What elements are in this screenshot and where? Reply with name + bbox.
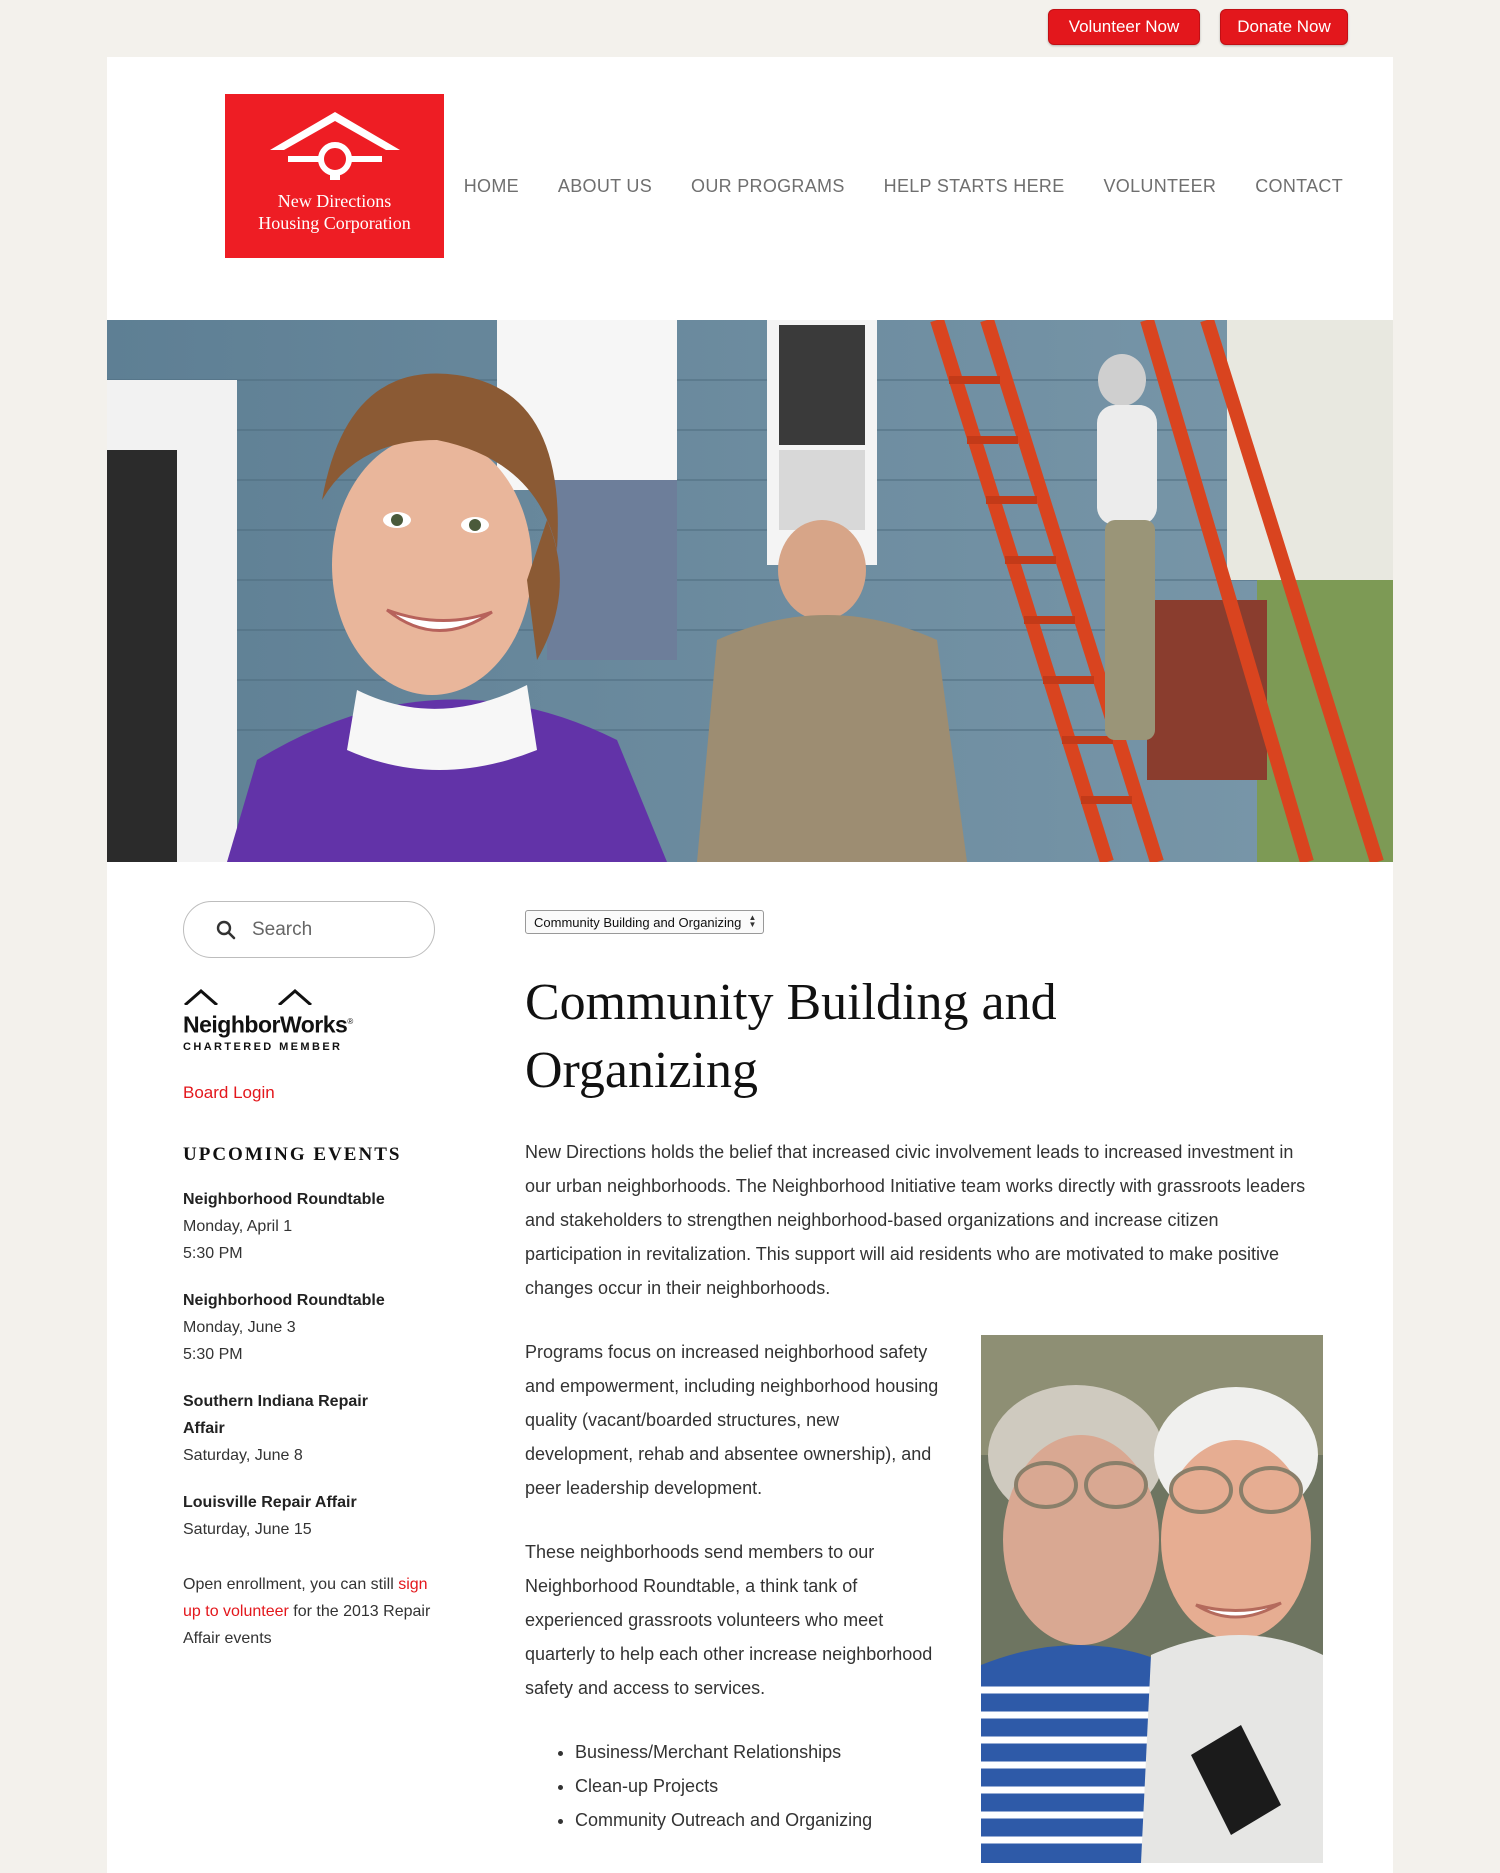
nav-about-us[interactable]: ABOUT US	[557, 176, 653, 196]
main-content	[525, 910, 1315, 1837]
event-date: Saturday, June 8	[183, 1446, 303, 1464]
neighborworks-brand: NeighborWorks®	[183, 1011, 353, 1038]
list-item: • Community Outreach and Organizing	[575, 1803, 1315, 1837]
nav-help-starts-here[interactable]: HELP STARTS HERE	[883, 176, 1065, 196]
program-select[interactable]: Community Building and Organizing ▲ ▼	[525, 910, 764, 934]
two-women-photo	[981, 1335, 1323, 1863]
house-logo-icon	[270, 112, 400, 180]
nav-home[interactable]: HOME	[463, 176, 519, 196]
sidebar	[183, 901, 443, 1652]
event-date: Monday, April 1	[183, 1217, 293, 1235]
hero-image	[107, 320, 1393, 862]
list-item: • Business/Merchant Relationships	[575, 1735, 1315, 1769]
nav-our-programs[interactable]: OUR PROGRAMS	[691, 176, 845, 196]
event-item	[183, 1388, 443, 1469]
event-time: 5:30 PM	[183, 1345, 243, 1363]
neighborworks-logo[interactable]	[183, 989, 443, 1053]
logo-text: New Directions Housing Corporation	[258, 191, 411, 233]
search-icon	[216, 920, 236, 940]
page-title: Community Building and Organizing	[525, 974, 1057, 1099]
event-name[interactable]: Neighborhood Roundtable	[183, 1291, 385, 1309]
search-input[interactable]	[250, 918, 424, 942]
main-nav	[464, 176, 1343, 197]
event-date: Saturday, June 15	[183, 1520, 312, 1538]
board-login-link[interactable]: Board Login	[183, 1082, 275, 1102]
search-box[interactable]	[183, 901, 435, 958]
event-name[interactable]: Louisville Repair Affair	[183, 1493, 357, 1511]
programs-paragraph: Programs focus on increased neighborhood safety and empowerment, including neighborhood housing quality (vacant/boarded structures, new development, rehab and absentee ownership), and peer leadership development.	[525, 1342, 939, 1498]
roundtable-paragraph: These neighborhoods send members to our Neighborhood Roundtable, a think tank of experienced grassroots volunteers who meet quarterly to help each other increase neighborhood safety and access to services.	[525, 1542, 933, 1698]
enrollment-note: Open enrollment, you can still sign up to volunteer for the 2013 Repair Affair events	[183, 1575, 431, 1647]
nav-contact[interactable]: CONTACT	[1255, 176, 1343, 196]
event-item	[183, 1489, 443, 1543]
volunteer-now-button[interactable]: Volunteer Now	[1048, 9, 1200, 45]
donate-now-button[interactable]: Donate Now	[1220, 9, 1348, 45]
sign-up-volunteer-link[interactable]: sign up to volunteer	[183, 1575, 428, 1620]
neighborworks-roofs-icon	[183, 989, 333, 1005]
event-time: 5:30 PM	[183, 1244, 243, 1262]
event-item	[183, 1287, 443, 1368]
upcoming-events-heading: UPCOMING EVENTS	[183, 1143, 402, 1165]
content-with-photo	[525, 1335, 1315, 1837]
neighborworks-subtitle: CHARTERED MEMBER	[183, 1040, 343, 1053]
event-item	[183, 1186, 443, 1267]
event-name[interactable]: Southern Indiana Repair Affair	[183, 1392, 368, 1437]
intro-paragraph: New Directions holds the belief that increased civic involvement leads to increased investment in our urban neighborhoods. The Neighborhood Initiative team works directly with grassroots leaders and stakeholders to strengthen neighborhood-based organizations and increase citizen participation in revitalization. This support will aid residents who are motivated to make positive changes occur in their neighborhoods.	[525, 1142, 1306, 1298]
nav-volunteer[interactable]: VOLUNTEER	[1103, 176, 1217, 196]
event-date: Monday, June 3	[183, 1318, 296, 1336]
top-action-bar	[1048, 9, 1348, 45]
list-item: • Clean-up Projects	[575, 1769, 1315, 1803]
site-logo[interactable]	[225, 94, 444, 258]
page-container	[107, 57, 1393, 1873]
event-name[interactable]: Neighborhood Roundtable	[183, 1190, 385, 1208]
select-arrows-icon: ▲ ▼	[748, 913, 757, 929]
